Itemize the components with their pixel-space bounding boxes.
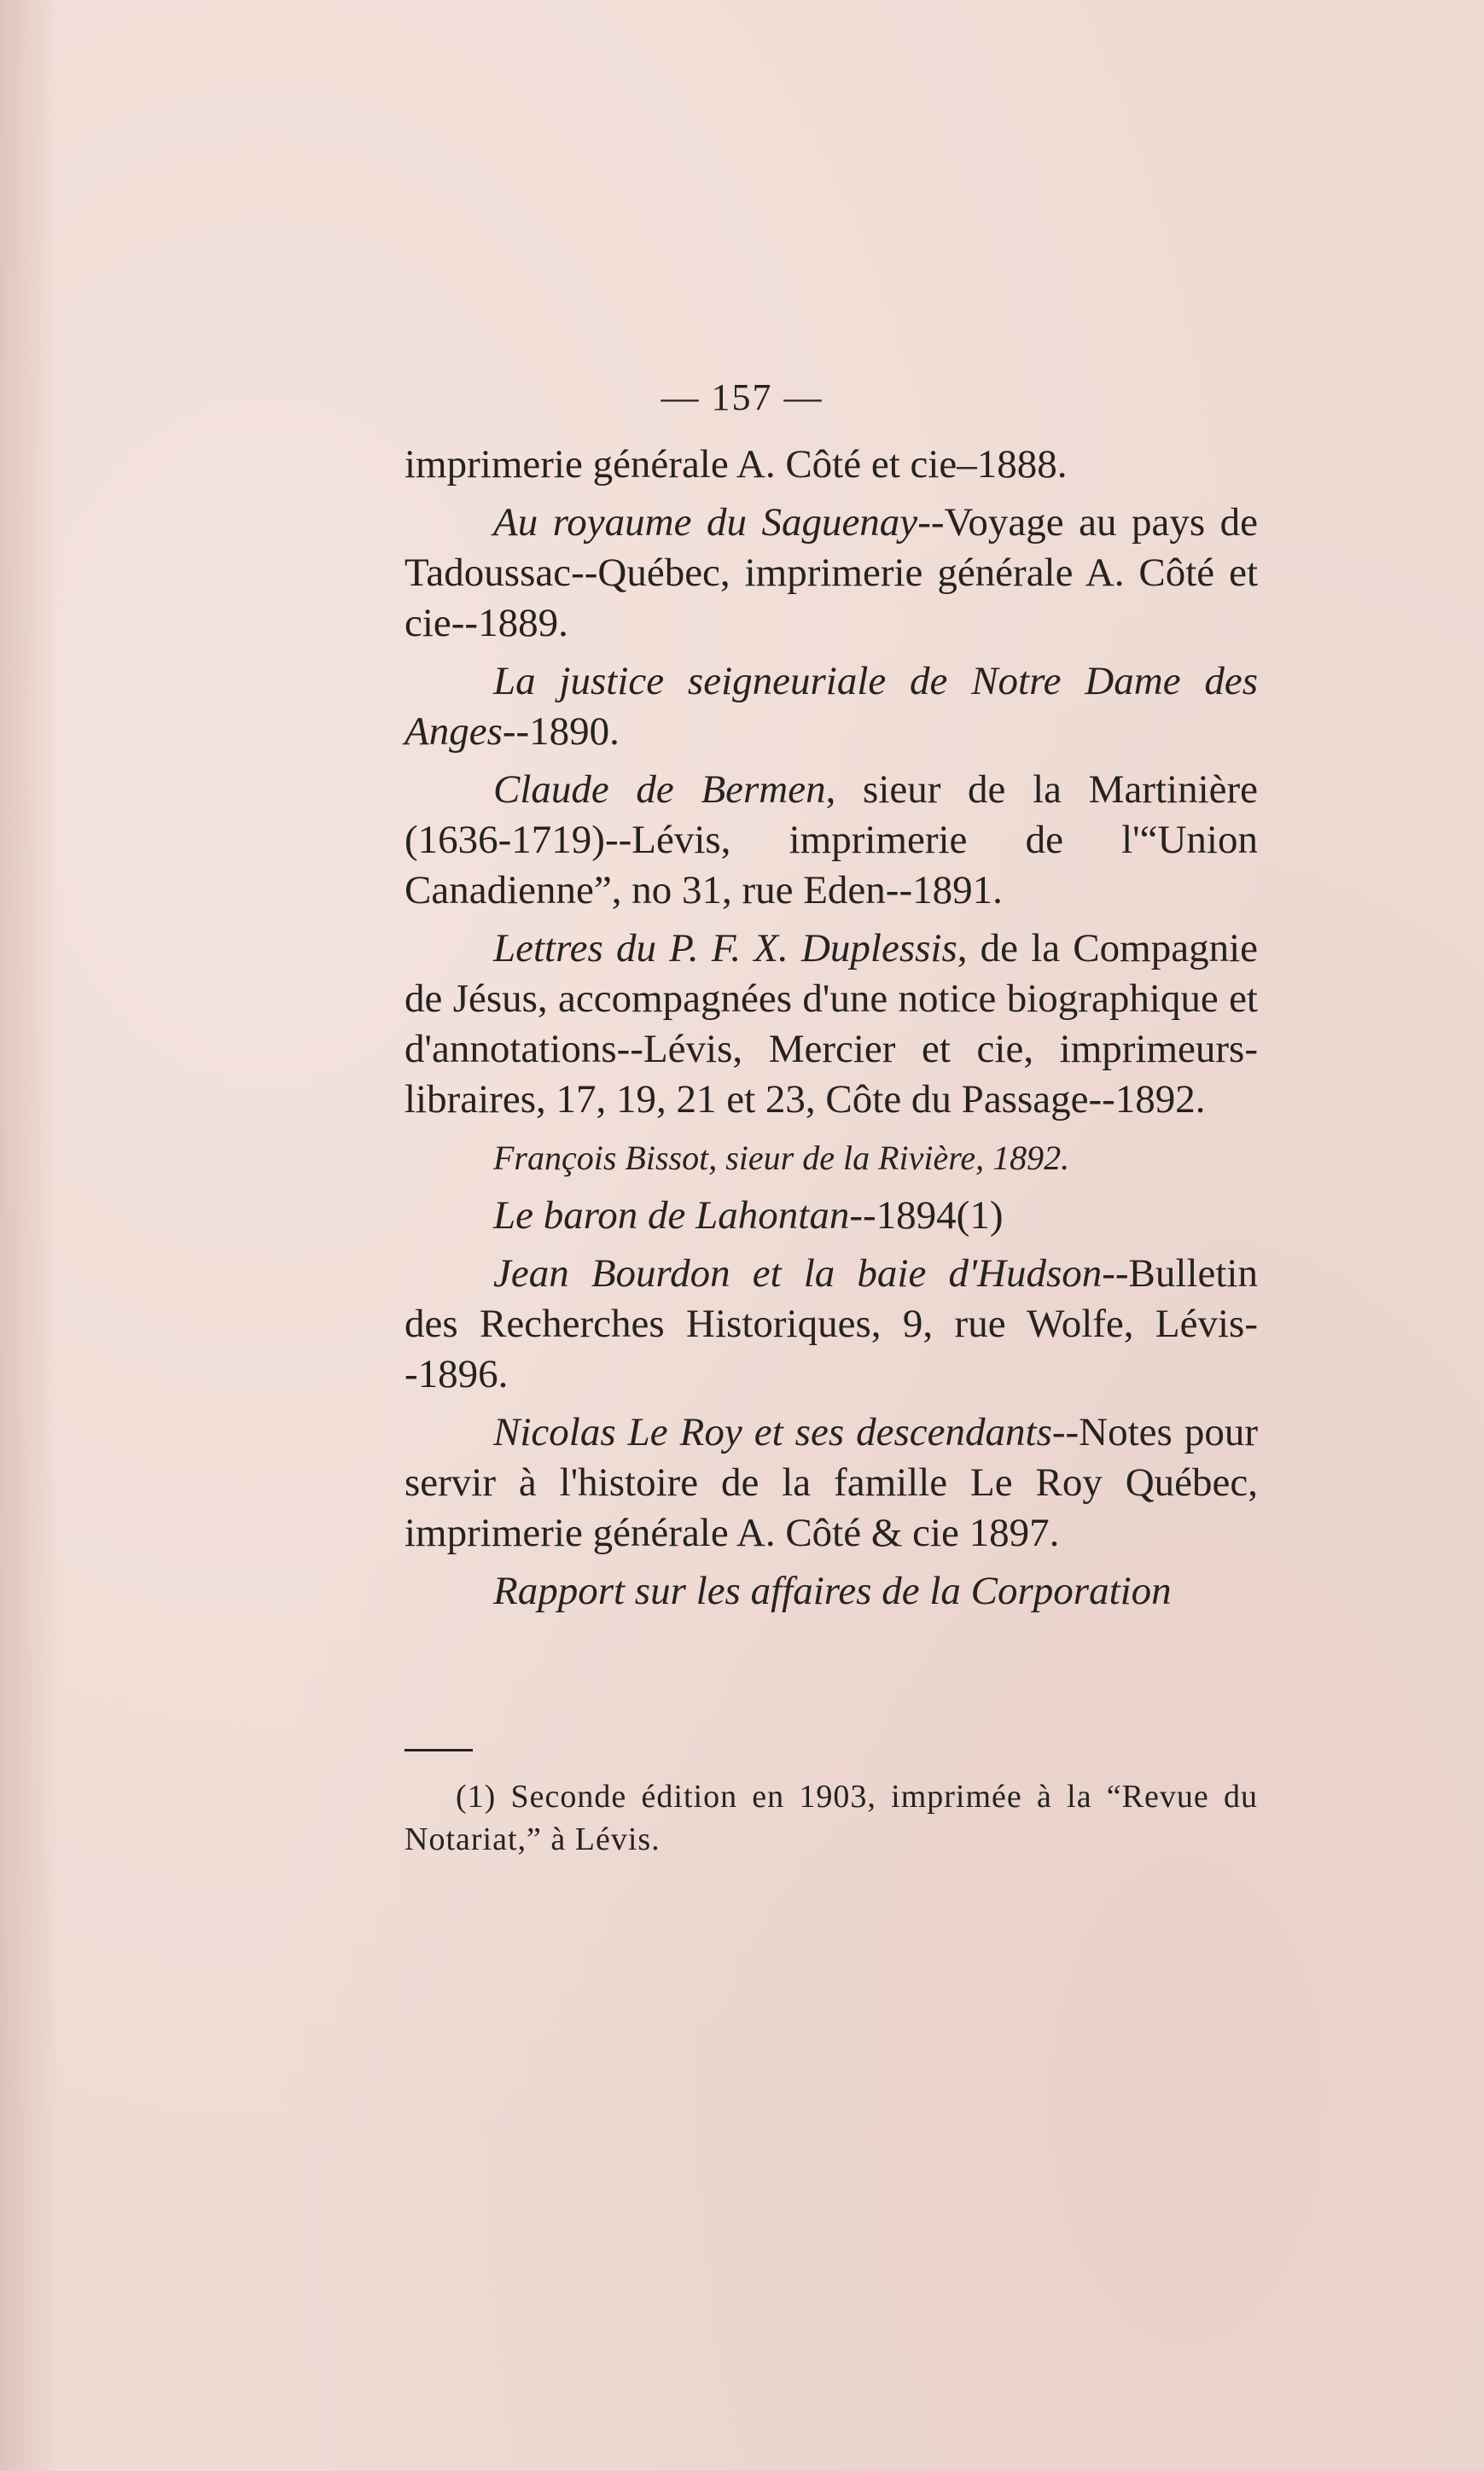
entry-title: Nicolas Le Roy et ses descendants [493, 1410, 1052, 1454]
entry-text: --Notes pour servir à l'histoire de la famille Le Roy Québec, imprimerie générale A. Côté & cie 1897. [404, 1410, 1258, 1555]
footnote-rule [404, 1749, 473, 1751]
bibliography-entry [404, 1566, 1258, 1617]
bibliography-entry [404, 1249, 1258, 1400]
entry-title: Lettres du P. F. X. Duplessis [493, 926, 957, 970]
bibliography-entry [404, 440, 1258, 490]
entry-title: Claude de Bermen [493, 767, 826, 812]
bibliography-list [404, 440, 1258, 1624]
entry-text: --Bulletin des Recherches Historiques, 9, rue Wolfe, Lévis--1896. [404, 1251, 1258, 1396]
bibliography-entry [404, 765, 1258, 916]
entry-text: --1890. [502, 709, 620, 754]
page-gutter-shadow [0, 0, 60, 2471]
bibliography-entry [404, 1191, 1258, 1241]
entry-text: François Bissot, sieur de la Rivière, 1892. [493, 1139, 1070, 1177]
bibliography-entry [404, 498, 1258, 649]
entry-text: , de la Compagnie de Jésus, accompagnées d'une notice biographique et d'annotations--Lévis, Mercier et cie, imprimeurs-libraires, 17, 19, 21 et 23, Côte du Passage--1892. [404, 926, 1258, 1122]
bibliography-entry [404, 1407, 1258, 1559]
bibliography-entry [404, 656, 1258, 757]
entry-text: , sieur de la Martinière (1636-1719)--Lévis, imprimerie de l'“Union Canadienne”, no 31, rue Eden--1891. [404, 767, 1259, 912]
page-number: — 157 — [661, 376, 823, 418]
entry-text: --Voyage au pays de Tadoussac--Québec, imprimerie générale A. Côté et cie--1889. [404, 500, 1258, 645]
bibliography-entry [404, 924, 1258, 1125]
footnote: (1) Seconde édition en 1903, imprimée à la “Revue du Notariat,” à Lévis. [404, 1779, 1258, 1857]
entry-title: La justice seigneuriale de Notre Dame des Anges [404, 659, 1258, 754]
entry-text: imprimerie générale A. Côté et cie–1888. [404, 442, 1068, 487]
entry-title: Jean Bourdon et la baie d'Hudson [493, 1251, 1103, 1296]
entry-title: Rapport sur les affaires de la Corporation [493, 1569, 1172, 1613]
bibliography-entry [404, 1133, 1258, 1183]
entry-title: Au royaume du Saguenay [493, 500, 918, 545]
entry-text: --1894(1) [849, 1193, 1004, 1238]
entry-title: Le baron de Lahontan [493, 1193, 850, 1238]
